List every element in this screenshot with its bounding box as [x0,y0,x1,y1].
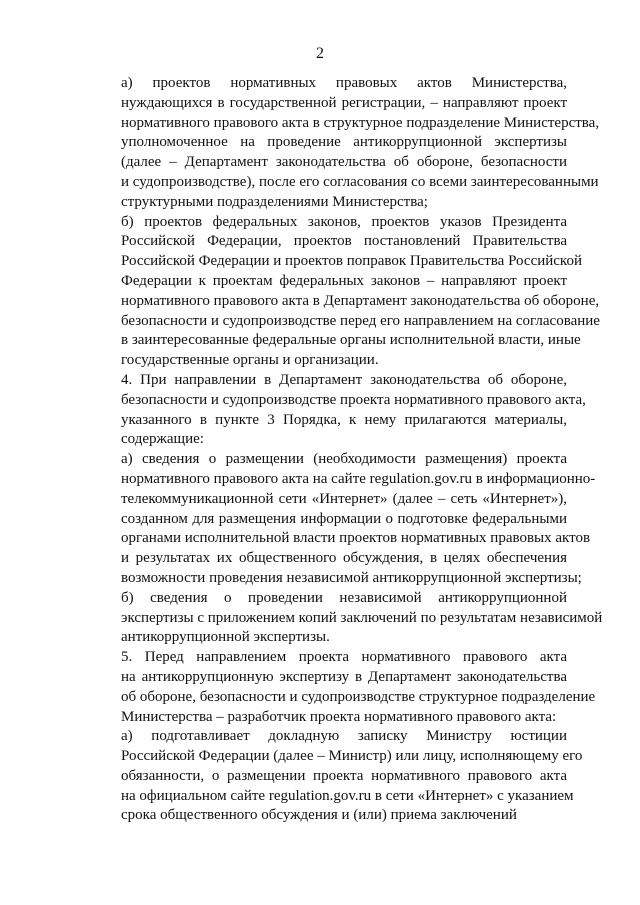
paragraph-p-4 [75,371,586,450]
paragraph-line: 5. Перед направлением проекта нормативного правового акта [121,649,567,666]
paragraph-line: Федерации к проектам федеральных законов – направляют проект [121,272,567,289]
paragraph-line: Министерства – разработчик проекта нормативного правового акта: [121,708,557,725]
paragraph-line: в заинтересованные федеральные органы исполнительной власти, иные [121,332,581,349]
paragraph-line: безопасности и судопроизводстве перед его направлением на согласование [121,312,600,329]
paragraph-line: нуждающихся в государственной регистрации, – направляют проект [121,94,567,111]
paragraph-line: на официальном сайте regulation.gov.ru в сети «Интернет» с указанием [121,787,574,804]
paragraph-line: государственные органы и организации. [121,352,379,369]
paragraph-line: (далее – Департамент законодательства об обороне, безопасности [121,154,567,171]
paragraph-line: б) сведения о проведении независимой антикоррупционной [121,589,567,606]
paragraph-line: обязанности, о размещении проекта нормативного правового акта [121,767,567,784]
paragraph-line: антикоррупционной экспертизы. [121,629,330,646]
paragraph-line: телекоммуникационной сети «Интернет» (далее – сеть «Интернет»), [121,490,567,507]
paragraph-line: и результатах их общественного обсуждения, в целях обеспечения [121,550,567,567]
paragraph-line: структурными подразделениями Министерства; [121,193,428,210]
paragraph-line: органами исполнительной власти проектов нормативных правовых актов [121,530,591,547]
paragraph-p-5a [75,727,583,826]
paragraph-p-4b [75,589,603,648]
paragraph-line: Российской Федерации, проектов постановлений Правительства [121,233,567,250]
page-number: 2 [316,45,324,62]
paragraph-line: а) проектов нормативных правовых актов Министерства, [121,75,567,91]
paragraph-p-a-ministry [75,74,600,213]
paragraph-line: нормативного правового акта на сайте regulation.gov.ru в информационно- [121,470,596,487]
paragraph-line: нормативного правового акта в Департамент законодательства об обороне, [121,292,600,309]
paragraph-p-b-federal-laws [75,213,600,371]
paragraph-line: Российской Федерации и проектов поправок Правительства Российской [121,253,582,270]
paragraph-p-4a [75,450,596,589]
paragraph-line: об обороне, безопасности и судопроизводстве структурное подразделение [121,688,596,705]
paragraph-line: созданном для размещения информации о подготовке федеральными [121,510,567,527]
paragraph-line: указанного в пункте 3 Порядка, к нему прилагаются материалы, [121,411,567,428]
paragraph-line: содержащие: [121,431,204,448]
paragraph-line: Российской Федерации (далее – Министр) или лицу, исполняющему его [121,748,583,765]
paragraph-line: 4. При направлении в Департамент законодательства об обороне, [121,371,567,388]
paragraph-line: и судопроизводстве), после его согласования со всеми заинтересованными [121,173,599,190]
paragraph-line: экспертизы с приложением копий заключений по результатам независимой [121,609,603,626]
paragraph-p-5 [75,648,596,727]
paragraph-line: безопасности и судопроизводстве проекта нормативного правового акта, [121,391,586,408]
paragraph-line: а) сведения о размещении (необходимости размещения) проекта [121,451,567,468]
document-body [75,74,603,826]
paragraph-line: срока общественного обсуждения и (или) приема заключений [121,807,517,824]
paragraph-line: возможности проведения независимой антикоррупционной экспертизы; [121,569,582,586]
paragraph-line: а) подготавливает докладную записку Министру юстиции [121,728,567,745]
paragraph-line: б) проектов федеральных законов, проектов указов Президента [121,213,567,230]
paragraph-line: уполномоченное на проведение антикоррупционной экспертизы [121,134,567,151]
paragraph-line: на антикоррупционную экспертизу в Департамент законодательства [121,668,567,685]
paragraph-line: нормативного правового акта в структурное подразделение Министерства, [121,114,600,131]
